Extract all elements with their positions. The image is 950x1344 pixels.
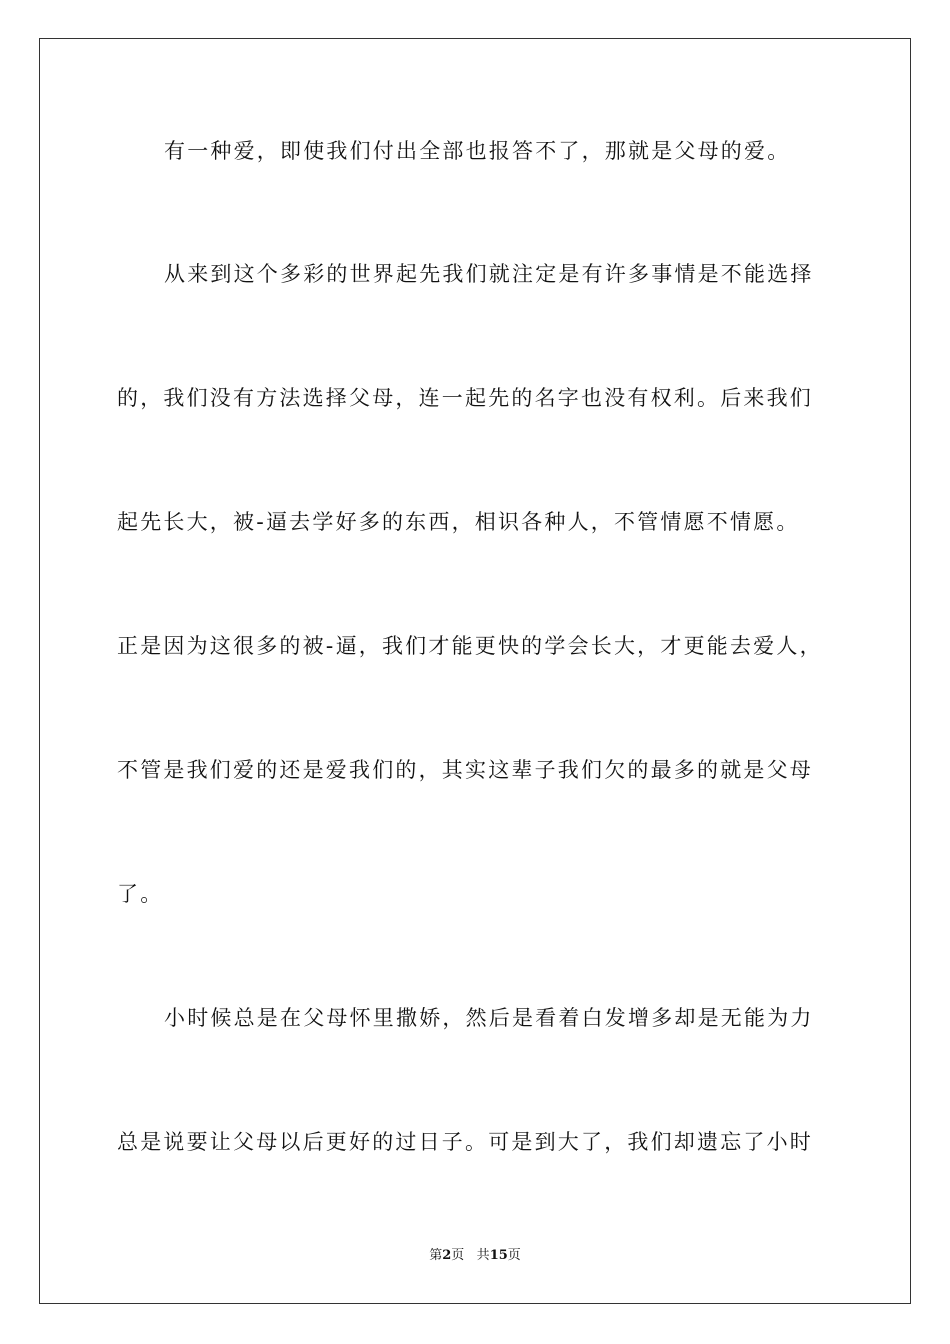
paragraph-line-2: 从来到这个多彩的世界起先我们就注定是有许多事情是不能选择: [164, 262, 814, 286]
page-footer: [0, 1247, 950, 1265]
paragraph-line-3: 的，我们没有方法选择父母，连一起先的名字也没有权利。后来我们: [117, 386, 813, 410]
paragraph-line-5: 正是因为这很多的被-逼，我们才能更快的学会长大，才更能去爱人，: [117, 634, 823, 658]
footer-page-total: 15: [489, 1248, 508, 1263]
paragraph-line-8: 小时候总是在父母怀里撒娇，然后是看着白发增多却是无能为力: [164, 1006, 814, 1030]
paragraph-line-4: 起先长大，被-逼去学好多的东西，相识各种人，不管情愿不情愿。: [117, 510, 800, 534]
footer-page-suffix: 页: [451, 1248, 465, 1263]
paragraph-line-6: 不管是我们爱的还是爱我们的，其实这辈子我们欠的最多的就是父母: [117, 758, 813, 782]
footer-page-current: 2: [442, 1248, 452, 1263]
paragraph-line-1: 有一种爱，即使我们付出全部也报答不了，那就是父母的爱。: [164, 139, 791, 163]
footer-page-prefix: 第: [429, 1248, 443, 1263]
footer-total-prefix: 共: [476, 1248, 490, 1263]
paragraph-line-9: 总是说要让父母以后更好的过日子。可是到大了，我们却遗忘了小时: [117, 1130, 813, 1154]
page-border: [39, 38, 911, 1304]
paragraph-line-7: 了。: [117, 882, 164, 906]
footer-total-suffix: 页: [507, 1248, 521, 1263]
